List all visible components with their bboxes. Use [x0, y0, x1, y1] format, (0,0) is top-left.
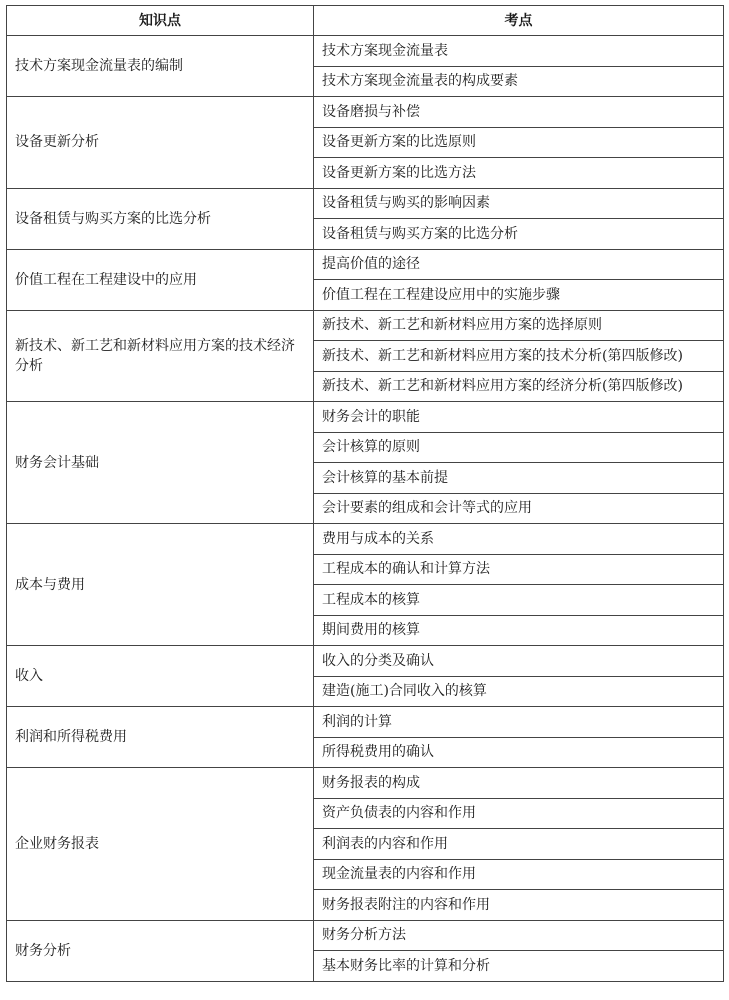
exam-point-cell: 财务报表的构成 — [314, 768, 724, 799]
knowledge-point-cell: 成本与费用 — [7, 524, 314, 646]
exam-point-cell: 财务分析方法 — [314, 920, 724, 951]
knowledge-point-cell: 技术方案现金流量表的编制 — [7, 36, 314, 97]
table-row — [7, 310, 724, 341]
exam-point-cell: 现金流量表的内容和作用 — [314, 859, 724, 890]
exam-point-cell: 技术方案现金流量表的构成要素 — [314, 66, 724, 97]
table-row — [7, 97, 724, 128]
header-knowledge-point: 知识点 — [7, 6, 314, 36]
table-row — [7, 646, 724, 677]
exam-point-cell: 费用与成本的关系 — [314, 524, 724, 555]
exam-point-cell: 新技术、新工艺和新材料应用方案的技术分析(第四版修改) — [314, 341, 724, 372]
exam-point-cell: 设备磨损与补偿 — [314, 97, 724, 128]
exam-point-cell: 期间费用的核算 — [314, 615, 724, 646]
exam-point-cell: 设备租赁与购买的影响因素 — [314, 188, 724, 219]
exam-point-cell: 建造(施工)合同收入的核算 — [314, 676, 724, 707]
table-row — [7, 707, 724, 738]
exam-point-cell: 会计核算的基本前提 — [314, 463, 724, 494]
exam-point-cell: 基本财务比率的计算和分析 — [314, 951, 724, 982]
header-exam-point: 考点 — [314, 6, 724, 36]
table-header-row — [7, 6, 724, 36]
knowledge-point-cell: 利润和所得税费用 — [7, 707, 314, 768]
exam-point-cell: 价值工程在工程建设应用中的实施步骤 — [314, 280, 724, 311]
table-row — [7, 768, 724, 799]
exam-point-cell: 技术方案现金流量表 — [314, 36, 724, 67]
knowledge-point-cell: 设备更新分析 — [7, 97, 314, 189]
table-body — [7, 36, 724, 982]
knowledge-point-cell: 设备租赁与购买方案的比选分析 — [7, 188, 314, 249]
table-row — [7, 524, 724, 555]
knowledge-table — [6, 5, 724, 982]
exam-point-cell: 会计要素的组成和会计等式的应用 — [314, 493, 724, 524]
exam-point-cell: 工程成本的确认和计算方法 — [314, 554, 724, 585]
exam-point-cell: 设备租赁与购买方案的比选分析 — [314, 219, 724, 250]
knowledge-point-cell: 价值工程在工程建设中的应用 — [7, 249, 314, 310]
table-row — [7, 36, 724, 67]
exam-point-cell: 新技术、新工艺和新材料应用方案的选择原则 — [314, 310, 724, 341]
table-row — [7, 249, 724, 280]
exam-point-cell: 利润表的内容和作用 — [314, 829, 724, 860]
knowledge-point-cell: 财务分析 — [7, 920, 314, 981]
exam-point-cell: 设备更新方案的比选方法 — [314, 158, 724, 189]
exam-point-cell: 新技术、新工艺和新材料应用方案的经济分析(第四版修改) — [314, 371, 724, 402]
exam-point-cell: 利润的计算 — [314, 707, 724, 738]
exam-point-cell: 资产负债表的内容和作用 — [314, 798, 724, 829]
exam-point-cell: 所得税费用的确认 — [314, 737, 724, 768]
knowledge-point-cell: 收入 — [7, 646, 314, 707]
exam-point-cell: 会计核算的原则 — [314, 432, 724, 463]
exam-point-cell: 收入的分类及确认 — [314, 646, 724, 677]
table-row — [7, 402, 724, 433]
exam-point-cell: 财务会计的职能 — [314, 402, 724, 433]
table-row — [7, 188, 724, 219]
knowledge-point-cell: 新技术、新工艺和新材料应用方案的技术经济分析 — [7, 310, 314, 402]
knowledge-point-cell: 财务会计基础 — [7, 402, 314, 524]
exam-point-cell: 财务报表附注的内容和作用 — [314, 890, 724, 921]
table-row — [7, 920, 724, 951]
knowledge-point-cell: 企业财务报表 — [7, 768, 314, 921]
exam-point-cell: 工程成本的核算 — [314, 585, 724, 616]
exam-point-cell: 提高价值的途径 — [314, 249, 724, 280]
exam-point-cell: 设备更新方案的比选原则 — [314, 127, 724, 158]
